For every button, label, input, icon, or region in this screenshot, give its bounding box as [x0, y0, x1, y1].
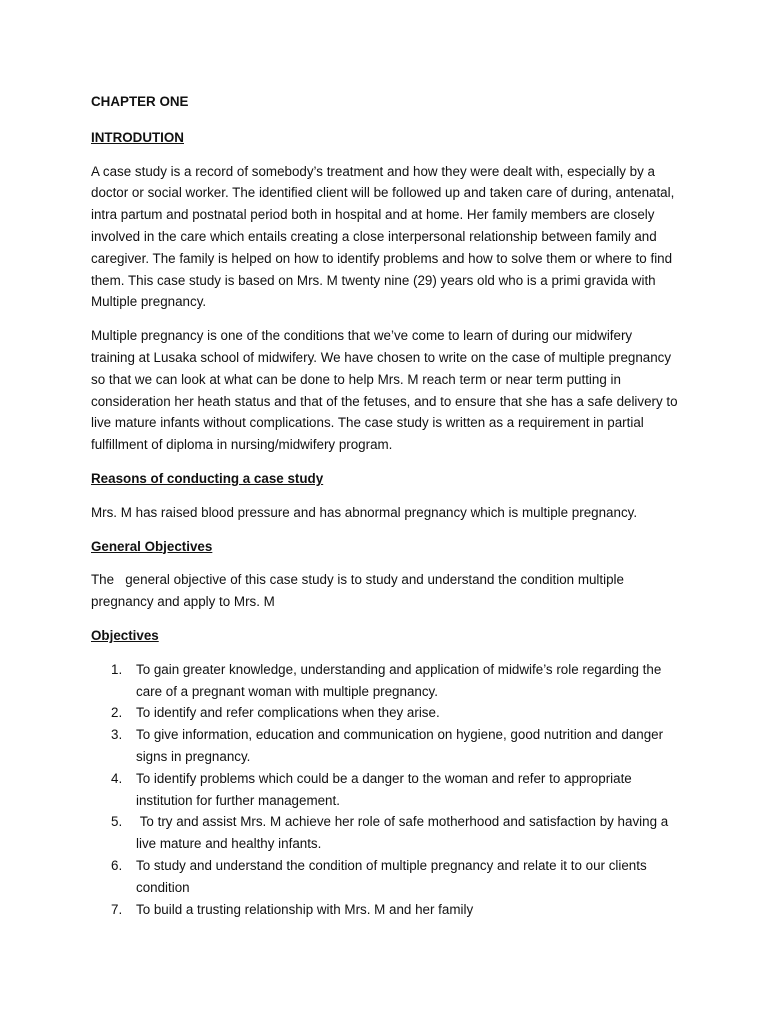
list-item	[91, 811, 678, 855]
list-item-number: 7.	[111, 901, 123, 917]
objectives-heading: Objectives	[91, 627, 159, 643]
general-objectives-text: The general objective of this case study is to study and understand the condition multiple pregnancy and apply to Mrs. M	[91, 572, 628, 610]
list-item-number: 4.	[111, 770, 123, 786]
list-item	[91, 724, 678, 768]
list-item-number: 2.	[111, 705, 123, 721]
intro-paragraph: A case study is a record of somebody’s treatment and how they were dealt with, especially by a doctor or social worker. The identified client will be followed up and taken care of during, antenatal, intra partum and postnatal period both in hospital and at home. Her family members are closely involved in the care which entails creating a close interpersonal relationship between family and caregiver. The family is helped on how to identify problems and how to solve them or where to find them. This case study is based on Mrs. M twenty nine (29) years old who is a primi gravida with Multiple pregnancy.	[91, 163, 675, 310]
objectives-list	[91, 659, 678, 921]
list-item-text: To gain greater knowledge, understanding and application of midwife’s role regarding the care of a pregnant woman with multiple pregnancy.	[136, 661, 662, 699]
list-item	[91, 855, 678, 899]
list-item-number: 6.	[111, 857, 123, 873]
list-item	[91, 899, 678, 921]
list-item	[91, 768, 678, 812]
list-item-text: To identify problems which could be a danger to the woman and refer to appropriate institution for further management.	[136, 770, 632, 808]
introduction-heading: INTRODUTION	[91, 129, 184, 145]
intro-paragraph: Multiple pregnancy is one of the conditions that we’ve come to learn of during our midwifery training at Lusaka school of midwifery. We have chosen to write on the case of multiple pregnancy so that we can look at what can be done to help Mrs. M reach term or near term putting in consideration her heath status and that of the fetuses, and to ensure that she has a safe delivery to live mature infants without complications. The case study is written as a requirement in partial fulfillment of diploma in nursing/midwifery program.	[91, 328, 678, 453]
list-item	[91, 659, 678, 703]
general-objectives-heading: General Objectives	[91, 538, 213, 554]
list-item-number: 3.	[111, 727, 123, 743]
reasons-text: Mrs. M has raised blood pressure and has abnormal pregnancy which is multiple pregnancy.	[91, 504, 638, 520]
list-item-text: To identify and refer complications when they arise.	[136, 705, 440, 721]
reasons-heading: Reasons of conducting a case study	[91, 470, 324, 486]
list-item-text: To try and assist Mrs. M achieve her role of safe motherhood and satisfaction by having a live mature and healthy infants.	[136, 814, 672, 852]
list-item-text: To study and understand the condition of multiple pregnancy and relate it to our clients condition	[136, 857, 647, 895]
list-item-number: 5.	[111, 814, 123, 830]
chapter-title: CHAPTER ONE	[91, 94, 189, 109]
list-item-number: 1.	[111, 661, 123, 677]
list-item-text: To build a trusting relationship with Mrs. M and her family	[136, 901, 474, 917]
list-item-text: To give information, education and communication on hygiene, good nutrition and danger signs in pregnancy.	[136, 727, 664, 764]
list-item	[91, 702, 678, 724]
